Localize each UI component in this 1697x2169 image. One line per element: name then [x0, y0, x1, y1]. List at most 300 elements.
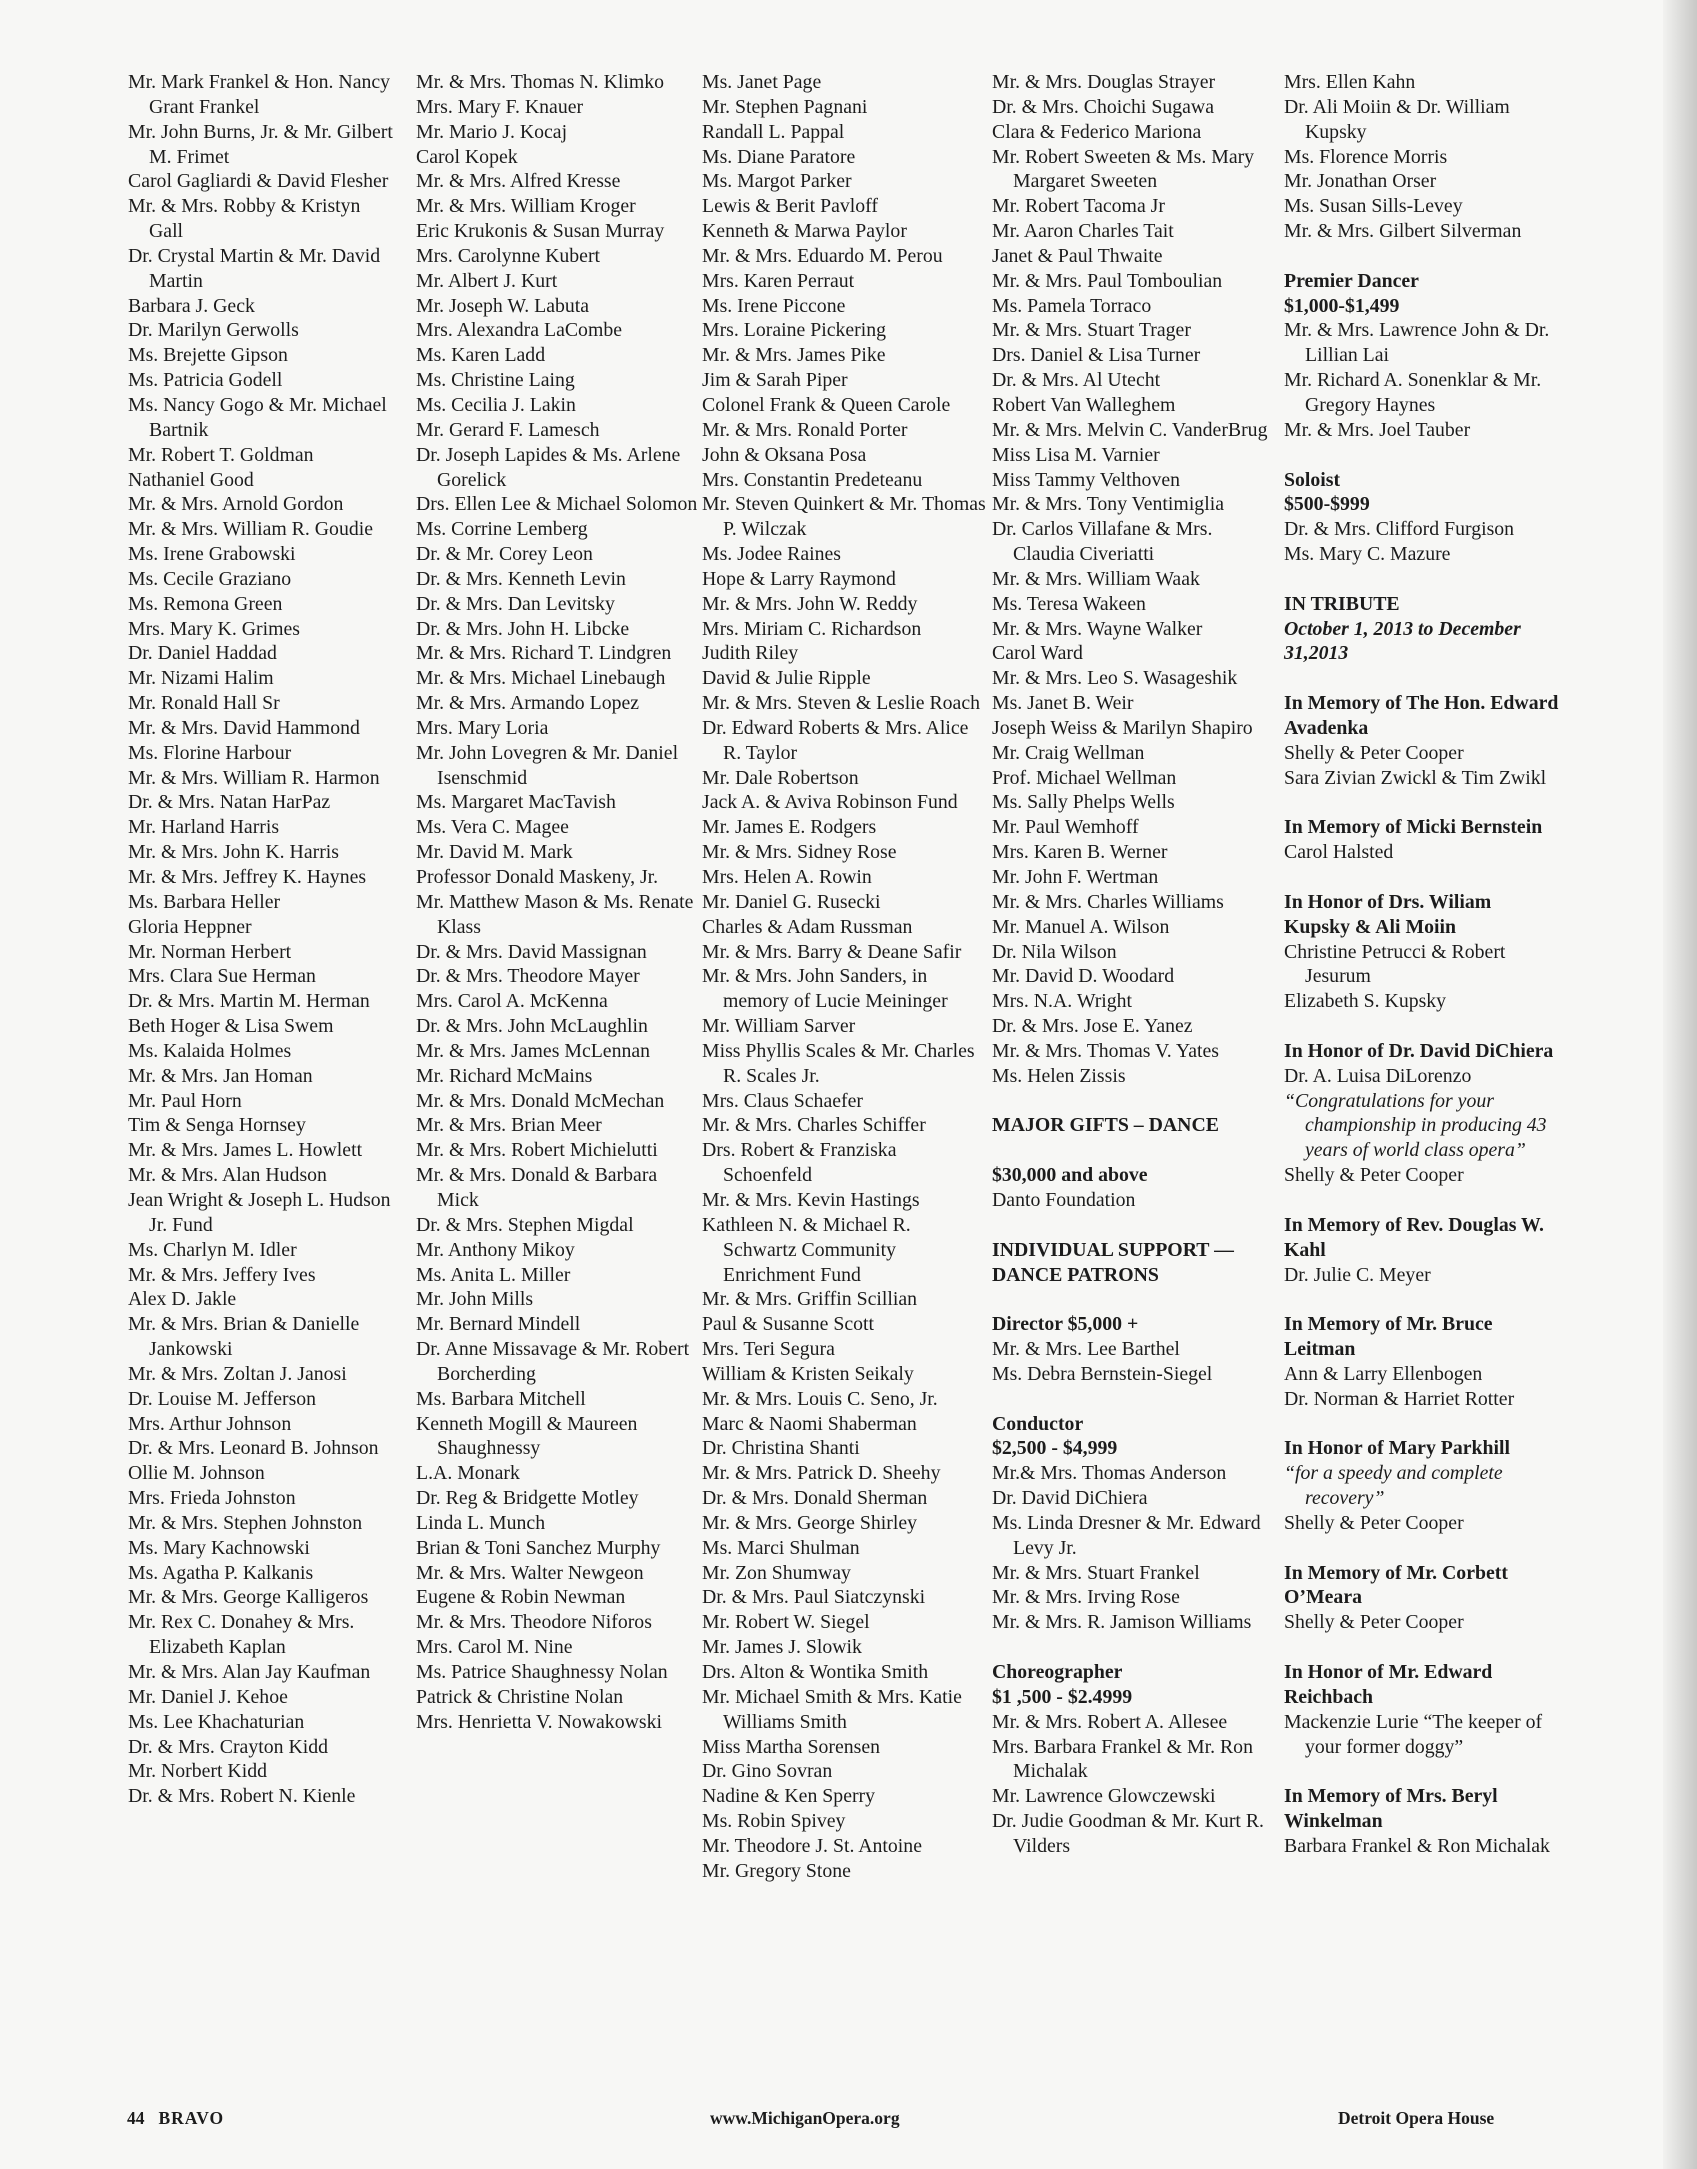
donor-entry: Mr. & Mrs. Steven & Leslie Roach [702, 692, 980, 715]
donor-entry: Kenneth & Marwa Paylor [702, 220, 907, 243]
donor-entry: Mr. & Mrs. Jeffery Ives [128, 1263, 316, 1286]
donor-entry: Mr. & Mrs. Joel Tauber [1284, 418, 1471, 441]
section-spacer [1284, 1014, 1562, 1039]
donor-entry: Mr. & Mrs. Armando Lopez [416, 692, 640, 715]
donor-entry: Dr. Ali Moiin & Dr. William Kupsky [1284, 95, 1510, 143]
donor-entry: Dr. & Mrs. Theodore Mayer [416, 965, 640, 988]
donor-entry: Beth Hoger & Lisa Swem [128, 1015, 334, 1038]
donor-entry: Carol Ward [992, 642, 1083, 665]
donor-entry: Mrs. Karen Perraut [702, 269, 855, 292]
section-spacer [992, 1287, 1272, 1312]
donor-entry: Ms. Margot Parker [702, 170, 852, 193]
donor-entry: Ms. Brejette Gipson [128, 344, 288, 367]
donor-entry: Mrs. Karen B. Werner [992, 841, 1168, 864]
section-heading: In Memory of Rev. Douglas W. Kahl [1284, 1213, 1544, 1261]
section-heading: In Memory of Mr. Corbett O’Meara [1284, 1561, 1508, 1609]
donor-entry: Mr. & Mrs. Brian Meer [416, 1114, 602, 1137]
donor-entry: Mr. & Mrs. Charles Schiffer [702, 1114, 926, 1137]
donor-entry: Dr. & Mrs. Jose E. Yanez [992, 1015, 1193, 1038]
section-spacer [1284, 1188, 1562, 1213]
donor-entry: Mrs. Mary Loria [416, 716, 549, 739]
donor-column-5 [1284, 70, 1562, 1859]
section-spacer [992, 1387, 1272, 1412]
donor-entry: Mr. John Mills [416, 1288, 534, 1311]
section-spacer [1284, 790, 1562, 815]
donor-entry: Mr. Craig Wellman [992, 741, 1145, 764]
donor-entry: Carol Gagliardi & David Flesher [128, 170, 389, 193]
donor-entry: Mr. Michael Smith & Mrs. Katie Williams Smith [702, 1685, 962, 1733]
donor-entry: “Congratulations for your championship in producing 43 years of world class opera” [1284, 1089, 1547, 1162]
donor-entry: Ms. Debra Bernstein-Siegel [992, 1362, 1213, 1385]
donor-entry: Dr. & Mrs. Martin M. Herman [128, 990, 370, 1013]
donor-entry: Mrs. Miriam C. Richardson [702, 617, 922, 640]
donor-entry: Ms. Irene Grabowski [128, 543, 296, 566]
donor-entry: Dr. Joseph Lapides & Ms. Arlene Gorelick [416, 443, 681, 491]
donor-entry: Mr. James J. Slowik [702, 1636, 862, 1659]
section-heading: October 1, 2013 to December 31,2013 [1284, 617, 1521, 665]
donor-entry: Mr. & Mrs. Wayne Walker [992, 617, 1203, 640]
donor-column-4 [992, 70, 1272, 1859]
donor-entry: Christine Petrucci & Robert Jesurum [1284, 940, 1506, 988]
donor-entry: Dr. & Mrs. John McLaughlin [416, 1015, 648, 1038]
donor-entry: Mr. & Mrs. Irving Rose [992, 1586, 1180, 1609]
footer-venue: Detroit Opera House [1338, 2108, 1495, 2128]
donor-entry: Mr. Richard A. Sonenklar & Mr. Gregory Haynes [1284, 369, 1542, 416]
donor-entry: Ms. Vera C. Magee [416, 816, 569, 839]
donor-entry: Ms. Helen Zissis [992, 1064, 1126, 1087]
donor-entry: Randall L. Pappal [702, 120, 845, 143]
donor-entry: Ms. Mary Kachnowski [128, 1536, 310, 1559]
donor-entry: Miss Martha Sorensen [702, 1735, 881, 1758]
donor-entry: Ms. Pamela Torraco [992, 294, 1152, 317]
donor-entry: Hope & Larry Raymond [702, 567, 896, 590]
donor-entry: Mr. Paul Horn [128, 1089, 242, 1112]
section-heading: $1 ,500 - $2.4999 [992, 1685, 1133, 1708]
donor-entry: Mr. & Mrs. Charles Williams [992, 890, 1224, 913]
donor-entry: Mr. & Mrs. Stuart Trager [992, 319, 1191, 342]
donor-entry: Dr. & Mr. Corey Leon [416, 543, 593, 566]
donor-entry: Drs. Robert & Franziska Schoenfeld [702, 1139, 897, 1187]
donor-entry: Ms. Kalaida Holmes [128, 1039, 292, 1062]
donor-entry: Mr. & Mrs. Donald McMechan [416, 1089, 665, 1112]
donor-entry: Mr. & Mrs. Lawrence John & Dr. Lillian Lai [1284, 319, 1550, 367]
section-spacer [1284, 1287, 1562, 1312]
donor-entry: Dr. & Mrs. Choichi Sugawa [992, 95, 1214, 118]
donor-entry: Jack A. & Aviva Robinson Fund [702, 791, 958, 814]
donor-entry: Mr. & Mrs. Tony Ventimiglia [992, 493, 1224, 516]
donor-entry: Mr. & Mrs. Jeffrey K. Haynes [128, 866, 367, 888]
donor-entry: Mr. & Mrs. Robert Michielutti [416, 1139, 658, 1162]
donor-entry: Mrs. Arthur Johnson [128, 1412, 292, 1435]
donor-entry: Mr. Jonathan Orser [1284, 170, 1437, 193]
section-spacer [992, 1138, 1272, 1163]
section-spacer [1284, 1635, 1562, 1660]
donor-entry: Mrs. Barbara Frankel & Mr. Ron Michalak [992, 1735, 1253, 1783]
donor-entry: Mrs. Carol M. Nine [416, 1636, 573, 1659]
donor-entry: Ms. Florine Harbour [128, 741, 292, 764]
donor-entry: Dr. Marilyn Gerwolls [128, 319, 299, 342]
donor-entry: Mr. Mario J. Kocaj [416, 120, 568, 143]
donor-entry: Mrs. Frieda Johnston [128, 1487, 296, 1510]
donor-entry: Elizabeth S. Kupsky [1284, 990, 1447, 1013]
donor-entry: Mrs. N.A. Wright [992, 990, 1133, 1013]
section-spacer [1284, 666, 1562, 691]
donor-entry: William & Kristen Seikaly [702, 1362, 914, 1385]
section-heading: Director $5,000 + [992, 1313, 1139, 1336]
footer-left [127, 2108, 224, 2129]
donor-entry: Mr. John Lovegren & Mr. Daniel Isenschmid [416, 741, 679, 789]
section-heading: MAJOR GIFTS – DANCE [992, 1114, 1219, 1137]
donor-entry: Eugene & Robin Newman [416, 1586, 626, 1609]
section-spacer [992, 1089, 1272, 1114]
donor-entry: Clara & Federico Mariona [992, 120, 1202, 143]
donor-entry: Dr. & Mrs. Donald Sherman [702, 1487, 928, 1510]
footer-url: www.MichiganOpera.org [710, 2108, 900, 2128]
donor-entry: Mr. & Mrs. Robby & Kristyn Gall [128, 195, 361, 243]
donor-entry: Mrs. Alexandra LaCombe [416, 319, 623, 342]
donor-entry: Jean Wright & Joseph L. Hudson Jr. Fund [128, 1188, 391, 1236]
donor-entry: Nathaniel Good [128, 468, 254, 491]
donor-entry: Dr. & Mrs. Clifford Furgison [1284, 518, 1515, 541]
section-heading: $1,000-$1,499 [1284, 294, 1400, 317]
donor-entry: Mr. & Mrs. Stephen Johnston [128, 1511, 363, 1534]
section-heading: In Memory of Micki Bernstein [1284, 816, 1543, 839]
donor-entry: Mrs. Ellen Kahn [1284, 71, 1416, 93]
donor-entry: Mr. & Mrs. R. Jamison Williams [992, 1611, 1252, 1634]
donor-entry: Dr. & Mrs. John H. Libcke [416, 617, 630, 640]
donor-entry: Ms. Jodee Raines [702, 543, 841, 566]
donor-entry: Mr. & Mrs. William R. Goudie [128, 518, 374, 541]
donor-entry: Mr. & Mrs. Alfred Kresse [416, 170, 621, 193]
donor-entry: Professor Donald Maskeny, Jr. [416, 866, 659, 888]
donor-entry: Ann & Larry Ellenbogen [1284, 1362, 1483, 1385]
donor-entry: Mr. & Mrs. Douglas Strayer [992, 71, 1216, 93]
donor-entry: Dr. Judie Goodman & Mr. Kurt R. Vilders [992, 1810, 1264, 1857]
donor-entry: Mr. & Mrs. Alan Hudson [128, 1164, 327, 1187]
donor-entry: Linda L. Munch [416, 1511, 546, 1534]
donor-entry: Dr. Nila Wilson [992, 940, 1117, 963]
donor-entry: “for a speedy and complete recovery” [1284, 1462, 1503, 1510]
donor-entry: Ms. Corrine Lemberg [416, 518, 588, 541]
donor-entry: Mr. Norman Herbert [128, 940, 292, 963]
donor-entry: Ms. Lee Khachaturian [128, 1710, 305, 1733]
section-heading: In Honor of Dr. David DiChiera [1284, 1039, 1554, 1062]
donor-entry: Ms. Patrice Shaughnessy Nolan [416, 1661, 668, 1683]
donor-entry: Shelly & Peter Cooper [1284, 1611, 1464, 1634]
donor-entry: Prof. Michael Wellman [992, 766, 1177, 789]
donor-entry: Ms. Barbara Heller [128, 890, 281, 913]
section-spacer [992, 1635, 1272, 1660]
section-spacer [1284, 567, 1562, 592]
donor-entry: Mr. Ronald Hall Sr [128, 692, 280, 715]
donor-entry: Mr. David D. Woodard [992, 965, 1175, 988]
donor-entry: Mr. Nizami Halim [128, 667, 274, 690]
donor-column-1 [128, 70, 396, 1809]
donor-entry: Mr. & Mrs. Ronald Porter [702, 418, 908, 441]
donor-entry: Mr. John F. Wertman [992, 866, 1159, 888]
section-heading: In Memory of The Hon. Edward Avadenka [1284, 692, 1559, 739]
donor-entry: Mr. & Mrs. Brian & Danielle Jankowski [128, 1313, 360, 1361]
donor-entry: Mr. Steven Quinkert & Mr. Thomas P. Wilczak [702, 493, 986, 541]
donor-entry: Mr. & Mrs. James L. Howlett [128, 1139, 363, 1162]
donor-entry: Dr. Julie C. Meyer [1284, 1263, 1431, 1286]
donor-entry: Ms. Cecile Graziano [128, 567, 292, 590]
section-heading: In Memory of Mrs. Beryl Winkelman [1284, 1785, 1498, 1833]
donor-entry: Dr. Norman & Harriet Rotter [1284, 1387, 1515, 1410]
donor-entry: Mr. & Mrs. James McLennan [416, 1039, 651, 1062]
donor-entry: Sara Zivian Zwickl & Tim Zwikl [1284, 766, 1547, 789]
donor-entry: Mackenzie Lurie “The keeper of your former doggy” [1284, 1710, 1543, 1758]
donor-entry: Mr. & Mrs. James Pike [702, 344, 886, 367]
donor-entry: Mr. Rex C. Donahey & Mrs. Elizabeth Kaplan [128, 1611, 355, 1659]
donor-entry: Ms. Florence Morris [1284, 145, 1448, 168]
donor-entry: Mrs. Teri Segura [702, 1338, 835, 1361]
donor-entry: Dr. Gino Sovran [702, 1760, 833, 1783]
donor-entry: Ms. Mary C. Mazure [1284, 543, 1451, 566]
donor-entry: Mr. Manuel A. Wilson [992, 915, 1170, 938]
section-heading: Soloist [1284, 468, 1341, 491]
donor-entry: Mr. & Mrs. Louis C. Seno, Jr. [702, 1387, 938, 1410]
section-heading: IN TRIBUTE [1284, 592, 1400, 615]
donor-entry: Mr. & Mrs. Thomas V. Yates [992, 1039, 1219, 1062]
section-heading: $30,000 and above [992, 1164, 1148, 1187]
donor-entry: Brian & Toni Sanchez Murphy [416, 1536, 661, 1559]
donor-entry: Mr. & Mrs. Alan Jay Kaufman [128, 1661, 371, 1683]
donor-entry: Mr. Paul Wemhoff [992, 816, 1139, 839]
donor-entry: Mrs. Claus Schaefer [702, 1089, 863, 1112]
donor-entry: Mr. & Mrs. Stuart Frankel [992, 1561, 1200, 1584]
donor-entry: Shelly & Peter Cooper [1284, 1511, 1464, 1534]
donor-entry: Ms. Patricia Godell [128, 369, 283, 392]
donor-column-3 [702, 70, 989, 1884]
donor-entry: Danto Foundation [992, 1188, 1136, 1211]
donor-entry: Kenneth Mogill & Maureen Shaughnessy [416, 1412, 638, 1460]
donor-entry: Ms. Marci Shulman [702, 1536, 860, 1559]
section-spacer [1284, 1536, 1562, 1561]
donor-entry: Mr. Zon Shumway [702, 1561, 851, 1584]
donor-entry: Mr. & Mrs. William Waak [992, 567, 1200, 590]
donor-entry: Mr. James E. Rodgers [702, 816, 877, 839]
donor-entry: Miss Phyllis Scales & Mr. Charles R. Scales Jr. [702, 1039, 975, 1087]
donor-entry: Mrs. Helen A. Rowin [702, 866, 872, 888]
donor-entry: Mr. & Mrs. Robert A. Allesee [992, 1710, 1228, 1733]
donor-entry: Carol Halsted [1284, 841, 1394, 864]
donor-entry: Mr. Anthony Mikoy [416, 1238, 575, 1261]
donor-entry: Miss Tammy Velthoven [992, 468, 1181, 491]
donor-entry: Jim & Sarah Piper [702, 369, 848, 392]
donor-entry: Mr. & Mrs. Sidney Rose [702, 841, 897, 864]
donor-entry: Dr. Christina Shanti [702, 1437, 860, 1460]
page-number: 44 [127, 2108, 145, 2128]
donor-entry: Dr. Anne Missavage & Mr. Robert Borcherding [416, 1338, 690, 1385]
donor-entry: Dr. & Mrs. Stephen Migdal [416, 1213, 634, 1236]
donor-entry: Mr. & Mrs. Richard T. Lindgren [416, 642, 672, 665]
donor-entry: Shelly & Peter Cooper [1284, 741, 1464, 764]
donor-entry: Mr. & Mrs. Kevin Hastings [702, 1188, 920, 1211]
donor-entry: Ms. Charlyn M. Idler [128, 1238, 297, 1261]
donor-entry: Mr. Gregory Stone [702, 1859, 851, 1882]
donor-entry: Mr. & Mrs. Melvin C. VanderBrug [992, 418, 1268, 441]
section-spacer [1284, 1412, 1562, 1437]
donor-entry: Mr. Daniel G. Rusecki [702, 890, 881, 913]
donor-entry: Mr. & Mrs. Jan Homan [128, 1064, 313, 1087]
donor-entry: Tim & Senga Hornsey [128, 1114, 306, 1137]
donor-entry: Ms. Cecilia J. Lakin [416, 393, 576, 416]
donor-entry: Miss Lisa M. Varnier [992, 443, 1160, 466]
donor-entry: Dr. & Mrs. Robert N. Kienle [128, 1785, 356, 1808]
donor-entry: Mr. Mark Frankel & Hon. Nancy Grant Frankel [128, 71, 391, 118]
donor-entry: Mr. Daniel J. Kehoe [128, 1685, 288, 1708]
donor-entry: Mr. & Mrs. Zoltan J. Janosi [128, 1362, 347, 1385]
donor-entry: Ms. Janet B. Weir [992, 692, 1134, 715]
donor-entry: Drs. Ellen Lee & Michael Solomon [416, 493, 698, 516]
section-heading: In Honor of Mary Parkhill [1284, 1437, 1511, 1460]
donor-entry: Mr. Robert T. Goldman [128, 443, 314, 466]
donor-entry: Mr. Harland Harris [128, 816, 280, 839]
donor-entry: Ms. Remona Green [128, 592, 283, 615]
donor-entry: Mr. Stephen Pagnani [702, 95, 868, 118]
section-spacer [1284, 443, 1562, 468]
donor-entry: Dr. & Mrs. Dan Levitsky [416, 592, 615, 615]
donor-entry: Mr. Joseph W. Labuta [416, 294, 590, 317]
donor-entry: Nadine & Ken Sperry [702, 1785, 876, 1808]
donor-entry: Ms. Christine Laing [416, 369, 575, 392]
donor-entry: Ms. Teresa Wakeen [992, 592, 1146, 615]
donor-entry: Mrs. Mary K. Grimes [128, 617, 300, 640]
donor-entry: Dr. David DiChiera [992, 1487, 1148, 1510]
donor-entry: Ms. Agatha P. Kalkanis [128, 1561, 314, 1584]
donor-entry: Lewis & Berit Pavloff [702, 195, 878, 218]
donor-entry: Dr. & Mrs. Leonard B. Johnson [128, 1437, 379, 1460]
section-heading: $500-$999 [1284, 493, 1370, 516]
donor-entry: Mrs. Constantin Predeteanu [702, 468, 923, 491]
donor-entry: Mr. Albert J. Kurt [416, 269, 558, 292]
donor-entry: Drs. Daniel & Lisa Turner [992, 344, 1201, 367]
donor-entry: Eric Krukonis & Susan Murray [416, 220, 665, 243]
donor-entry: Carol Kopek [416, 145, 518, 168]
donor-entry: Kathleen N. & Michael R. Schwartz Community Enrichment Fund [702, 1213, 911, 1286]
donor-entry: Mr. & Mrs. William Kroger [416, 195, 636, 218]
donor-entry: Drs. Alton & Wontika Smith [702, 1661, 929, 1683]
donor-entry: Mr. Gerard F. Lamesch [416, 418, 600, 441]
donor-entry: Mr. & Mrs. Leo S. Wasageshik [992, 667, 1238, 690]
donor-entry: Mr. Robert W. Siegel [702, 1611, 870, 1634]
donor-entry: Mrs. Loraine Pickering [702, 319, 887, 342]
donor-entry: Ms. Janet Page [702, 71, 822, 93]
donor-entry: Alex D. Jakle [128, 1288, 237, 1311]
donor-entry: Mr. Dale Robertson [702, 766, 859, 789]
donor-entry: Mr. & Mrs. Eduardo M. Perou [702, 244, 943, 267]
donor-entry: Charles & Adam Russman [702, 915, 913, 938]
section-spacer [1284, 244, 1562, 269]
donor-entry: Mr. & Mrs. John W. Reddy [702, 592, 918, 615]
donor-entry: Ollie M. Johnson [128, 1462, 265, 1485]
donor-entry: Dr. Edward Roberts & Mrs. Alice R. Taylor [702, 716, 969, 764]
donor-entry: Dr. & Mrs. Kenneth Levin [416, 567, 626, 590]
donor-entry: Dr. & Mrs. Paul Siatczynski [702, 1586, 926, 1609]
donor-entry: Dr. Louise M. Jefferson [128, 1387, 317, 1410]
donor-entry: Mr. & Mrs. Paul Tomboulian [992, 269, 1223, 292]
donor-entry: Shelly & Peter Cooper [1284, 1164, 1464, 1187]
donor-column-2 [416, 70, 700, 1735]
donor-entry: Dr. & Mrs. Crayton Kidd [128, 1735, 329, 1758]
donor-entry: Mr. & Mrs. Lee Barthel [992, 1338, 1180, 1361]
donor-entry: Mr.& Mrs. Thomas Anderson [992, 1462, 1227, 1485]
section-heading: $2,500 - $4,999 [992, 1437, 1118, 1460]
donor-entry: Mr. Aaron Charles Tait [992, 220, 1174, 243]
donor-entry: Dr. & Mrs. Natan HarPaz [128, 791, 331, 814]
donor-entry: Mrs. Carol A. McKenna [416, 990, 608, 1013]
donor-entry: Dr. Crystal Martin & Mr. David Martin [128, 244, 381, 292]
section-heading: Premier Dancer [1284, 269, 1419, 292]
donor-entry: Mr. & Mrs. Patrick D. Sheehy [702, 1462, 941, 1485]
donor-entry: Patrick & Christine Nolan [416, 1685, 624, 1708]
donor-entry: Dr. Carlos Villafane & Mrs. Claudia Civeriatti [992, 518, 1213, 566]
donor-entry: Dr. & Mrs. David Massignan [416, 940, 647, 963]
donor-entry: Ms. Sally Phelps Wells [992, 791, 1175, 814]
donor-entry: Ms. Anita L. Miller [416, 1263, 571, 1286]
donor-entry: Colonel Frank & Queen Carole [702, 393, 951, 416]
donor-entry: Ms. Susan Sills-Levey [1284, 195, 1463, 218]
section-spacer [992, 1213, 1272, 1238]
donor-entry: Mrs. Carolynne Kubert [416, 244, 601, 267]
donor-entry: Mr. & Mrs. Thomas N. Klimko [416, 71, 665, 93]
section-heading: Choreographer [992, 1661, 1123, 1683]
donor-entry: L.A. Monark [416, 1462, 520, 1485]
donor-entry: Ms. Nancy Gogo & Mr. Michael Bartnik [128, 393, 387, 441]
donor-entry: Joseph Weiss & Marilyn Shapiro [992, 716, 1253, 739]
section-heading: In Honor of Mr. Edward Reichbach [1284, 1661, 1493, 1708]
donor-entry: Mr. & Mrs. George Kalligeros [128, 1586, 369, 1609]
donor-entry: Gloria Heppner [128, 915, 252, 938]
donor-entry: Janet & Paul Thwaite [992, 244, 1163, 267]
donor-entry: Mr. & Mrs. William R. Harmon [128, 766, 380, 789]
donor-entry: Mr. & Mrs. Theodore Niforos [416, 1611, 652, 1634]
donor-entry: Mr. & Mrs. Arnold Gordon [128, 493, 344, 516]
magazine-brand: BRAVO [158, 2108, 225, 2128]
donor-entry: John & Oksana Posa [702, 443, 867, 466]
donor-entry: Mr. Theodore J. St. Antoine [702, 1834, 922, 1857]
donor-entry: Dr. Daniel Haddad [128, 642, 277, 665]
donor-entry: Mr. & Mrs. John Sanders, in memory of Lucie Meininger [702, 965, 948, 1013]
donor-entry: Mr. & Mrs. David Hammond [128, 716, 360, 739]
donor-entry: Mr. & Mrs. Donald & Barbara Mick [416, 1164, 658, 1211]
donor-entry: Dr. Reg & Bridgette Motley [416, 1487, 639, 1510]
donor-entry: Mr. & Mrs. Griffin Scillian [702, 1288, 918, 1311]
donor-entry: Mr. Robert Sweeten & Ms. Mary Margaret Sweeten [992, 145, 1255, 193]
donor-entry: Ms. Barbara Mitchell [416, 1387, 586, 1410]
donor-entry: Ms. Margaret MacTavish [416, 791, 616, 814]
donor-entry: Mr. & Mrs. John K. Harris [128, 841, 339, 864]
donor-entry: Mr. Robert Tacoma Jr [992, 195, 1165, 218]
donor-entry: Mr. & Mrs. Barry & Deane Safir [702, 940, 962, 963]
donor-entry: Mrs. Henrietta V. Nowakowski [416, 1710, 662, 1733]
donor-entry: Mr. Lawrence Glowczewski [992, 1785, 1216, 1808]
page-edge-shadow [1663, 0, 1697, 2169]
section-heading: Conductor [992, 1412, 1084, 1435]
donor-entry: Ms. Robin Spivey [702, 1810, 846, 1833]
donor-entry: Mrs. Clara Sue Herman [128, 965, 316, 988]
donor-entry: Mr. John Burns, Jr. & Mr. Gilbert M. Frimet [128, 120, 393, 168]
donor-entry: Mr. & Mrs. Michael Linebaugh [416, 667, 666, 690]
donor-entry: Ms. Diane Paratore [702, 145, 856, 168]
donor-entry: Ms. Irene Piccone [702, 294, 846, 317]
donor-entry: Robert Van Walleghem [992, 393, 1176, 416]
donor-entry: Barbara Frankel & Ron Michalak [1284, 1834, 1550, 1857]
section-heading: In Honor of Drs. Wiliam Kupsky & Ali Moiin [1284, 890, 1492, 938]
donor-entry: Dr. & Mrs. Al Utecht [992, 369, 1161, 392]
donor-entry: Mr. David M. Mark [416, 841, 573, 864]
